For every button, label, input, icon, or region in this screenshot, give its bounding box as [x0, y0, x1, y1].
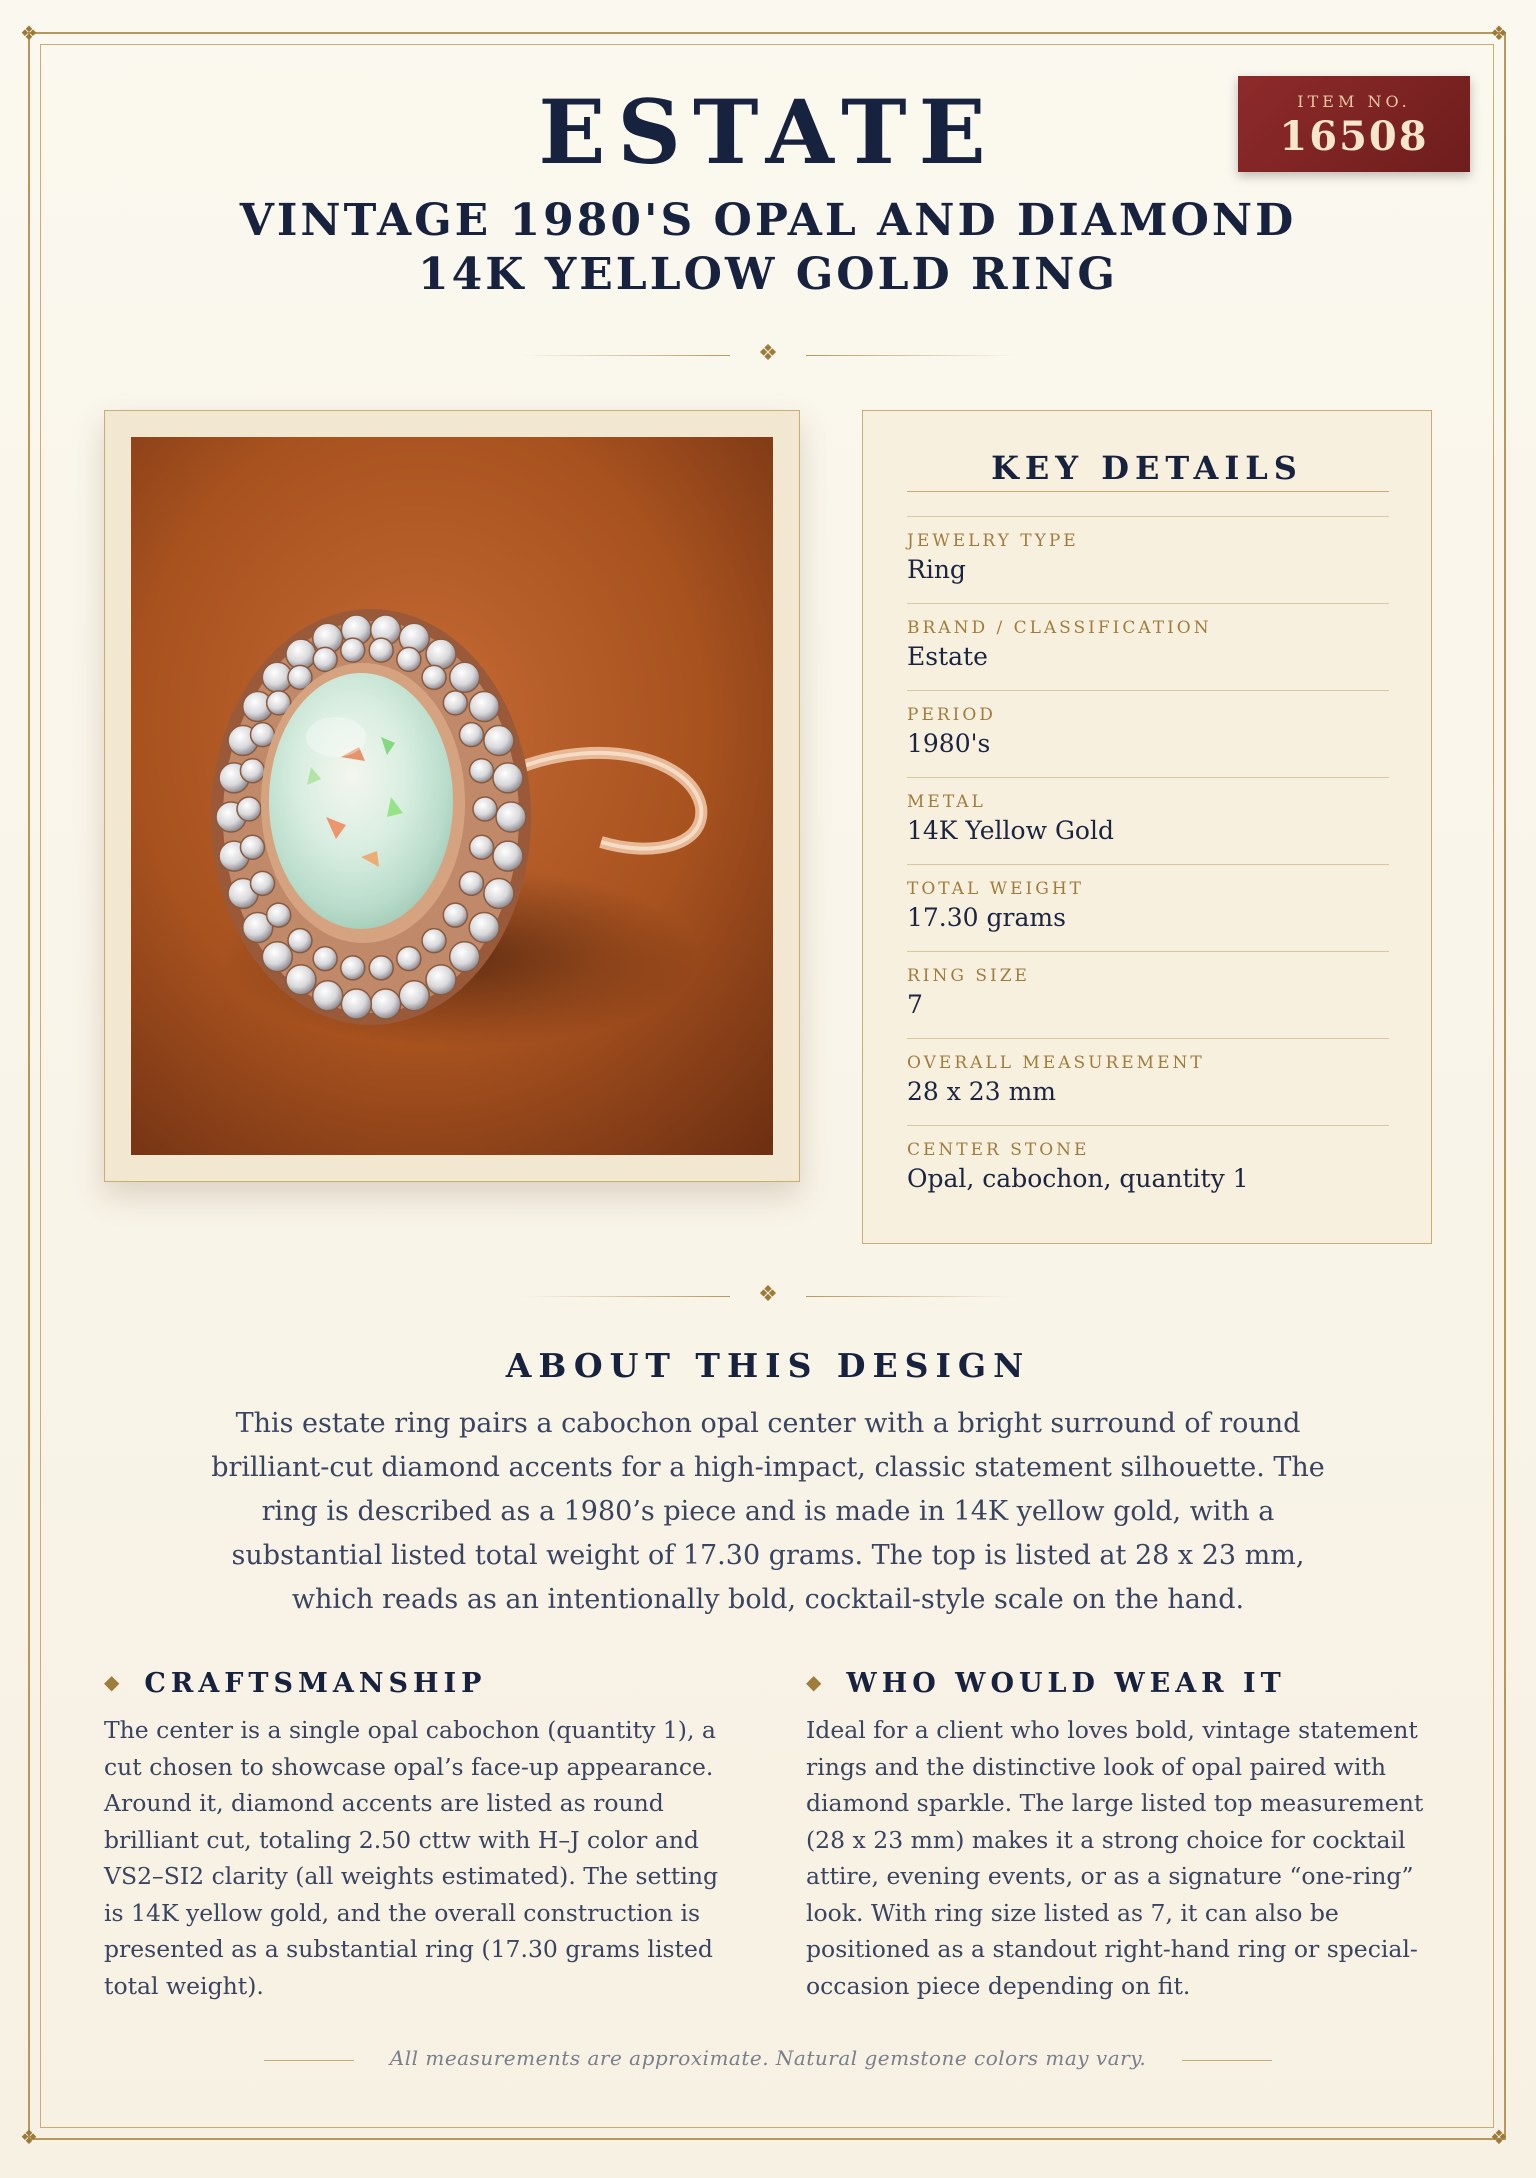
diamond-stone [237, 797, 261, 821]
item-number-label: ITEM NO. [1297, 92, 1411, 111]
diamond-stone [473, 797, 497, 821]
detail-label: TOTAL WEIGHT [907, 879, 1084, 899]
detail-label: CENTER STONE [907, 1140, 1090, 1160]
key-details-rule [907, 491, 1389, 492]
detail-value: 7 [907, 990, 923, 1019]
diamond-stone [469, 691, 499, 721]
diamond-stone [443, 903, 467, 927]
detail-row [907, 951, 1389, 1019]
diamond-stone [426, 639, 456, 669]
product-photo-frame [104, 410, 800, 1182]
diamond-stone [286, 965, 316, 995]
detail-row [907, 690, 1389, 758]
diamond-stone [470, 835, 494, 859]
detail-value: Estate [907, 642, 988, 671]
page-subtitle [220, 194, 1316, 302]
ring-illustration [131, 437, 773, 1155]
detail-row [907, 1038, 1389, 1106]
subtitle-line: 14K YELLOW GOLD RING [418, 249, 1118, 300]
diamond-stone [369, 956, 393, 980]
divider-line [520, 1296, 730, 1297]
diamond-stone [459, 871, 483, 895]
diamond-stone [496, 802, 526, 832]
about-title: ABOUT THIS DESIGN [505, 1346, 1031, 1385]
diamond-stone [397, 947, 421, 971]
detail-row [907, 777, 1389, 845]
who-would-wear-body: Ideal for a client who loves bold, vintage statement rings and the distinctive look of opal paired with diamond sparkle. The large listed top measurement (28 x 23 mm) makes it a strong choice for cocktail attire, evening events, or as a signature “one-ring” look. With ring size listed as 7, it can also be positioned as a standout right-hand ring or special-occasion piece depending on fit. [806, 1716, 1424, 2000]
diamond-stone [313, 981, 343, 1011]
diamond-stone [313, 647, 337, 671]
detail-label: BRAND / CLASSIFICATION [907, 618, 1212, 638]
detail-value: 1980's [907, 729, 991, 758]
diamond-ornament-icon: ❖ [758, 1282, 778, 1307]
page-title: ESTATE [538, 80, 998, 184]
detail-value: 17.30 grams [907, 903, 1066, 932]
diamond-stone [450, 662, 480, 692]
detail-row [907, 864, 1389, 932]
detail-row [907, 1125, 1389, 1193]
diamond-bullet-icon: ◆ [104, 1670, 125, 1694]
ornamental-divider [520, 341, 1016, 366]
subtitle-line: VINTAGE 1980'S OPAL AND DIAMOND [239, 195, 1297, 246]
detail-row [907, 603, 1389, 671]
item-number-badge [1238, 76, 1470, 172]
divider-line [806, 1296, 1016, 1297]
diamond-stone [267, 903, 291, 927]
corner-ornament-icon: ❖ [20, 21, 38, 45]
key-details-title: KEY DETAILS [991, 449, 1303, 487]
diamond-stone [313, 947, 337, 971]
detail-value: Opal, cabochon, quantity 1 [907, 1164, 1249, 1193]
diamond-stone [240, 759, 264, 783]
craftsmanship-heading [104, 1668, 486, 1699]
item-number-value: 16508 [1279, 113, 1429, 160]
detail-label: RING SIZE [907, 966, 1030, 986]
diamond-stone [469, 913, 499, 943]
divider-line [520, 355, 730, 356]
product-photo [131, 437, 773, 1155]
corner-ornament-icon: ❖ [20, 2125, 38, 2149]
diamond-stone [426, 965, 456, 995]
diamond-stone [493, 841, 523, 871]
detail-value: 28 x 23 mm [907, 1077, 1056, 1106]
detail-label: METAL [907, 792, 986, 812]
divider-line [806, 355, 1016, 356]
detail-label: OVERALL MEASUREMENT [907, 1053, 1205, 1073]
diamond-stone [422, 665, 446, 689]
about-body: This estate ring pairs a cabochon opal center with a bright surround of round brilliant-cut diamond accents for a high-impact, classic statement silhouette. The ring is described as a 1980’s piece and is made in 14K yellow gold, with a substantial listed total weight of 17.30 grams. The top is listed at 28 x 23 mm, which reads as an intentionally bold, cocktail-style scale on the hand. [211, 1408, 1325, 1615]
detail-value: 14K Yellow Gold [907, 816, 1114, 845]
diamond-ornament-icon: ❖ [758, 341, 778, 366]
footnote: All measurements are approximate. Natural gemstone colors may vary. [389, 2046, 1147, 2070]
diamond-stone [443, 691, 467, 715]
diamond-stone [484, 878, 514, 908]
detail-row [907, 516, 1389, 584]
diamond-stone [288, 929, 312, 953]
diamond-bullet-icon: ◆ [806, 1670, 827, 1694]
detail-value: Ring [907, 555, 966, 584]
diamond-stone [459, 723, 483, 747]
craftsmanship-body: The center is a single opal cabochon (quantity 1), a cut chosen to showcase opal’s face-up appearance. Around it, diamond accents are listed as round brilliant cut, totaling 2.50 cttw with H–J color and VS2–SI2 clarity (all weights estimated). The setting is 14K yellow gold, and the overall construction is presented as a substantial ring (17.30 grams listed total weight). [104, 1716, 719, 2000]
diamond-stone [262, 942, 292, 972]
corner-ornament-icon: ❖ [1490, 2125, 1508, 2149]
diamond-stone [397, 647, 421, 671]
detail-label: PERIOD [907, 705, 996, 725]
corner-ornament-icon: ❖ [1490, 21, 1508, 45]
who-would-wear-title: WHO WOULD WEAR IT [846, 1668, 1286, 1699]
ornamental-divider [520, 1282, 1016, 1307]
diamond-stone [371, 989, 401, 1019]
detail-label: JEWELRY TYPE [907, 531, 1079, 551]
key-details-panel [862, 410, 1432, 1244]
diamond-stone [450, 942, 480, 972]
diamond-stone [240, 835, 264, 859]
diamond-stone [422, 929, 446, 953]
diamond-stone [470, 759, 494, 783]
diamond-stone [369, 638, 393, 662]
diamond-stone [341, 956, 365, 980]
craftsmanship-title: CRAFTSMANSHIP [144, 1668, 487, 1699]
who-would-wear-heading [806, 1668, 1286, 1699]
diamond-stone [341, 638, 365, 662]
diamond-stone [341, 989, 371, 1019]
diamond-stone [251, 871, 275, 895]
diamond-stone [399, 981, 429, 1011]
diamond-stone [493, 763, 523, 793]
diamond-stone [484, 726, 514, 756]
